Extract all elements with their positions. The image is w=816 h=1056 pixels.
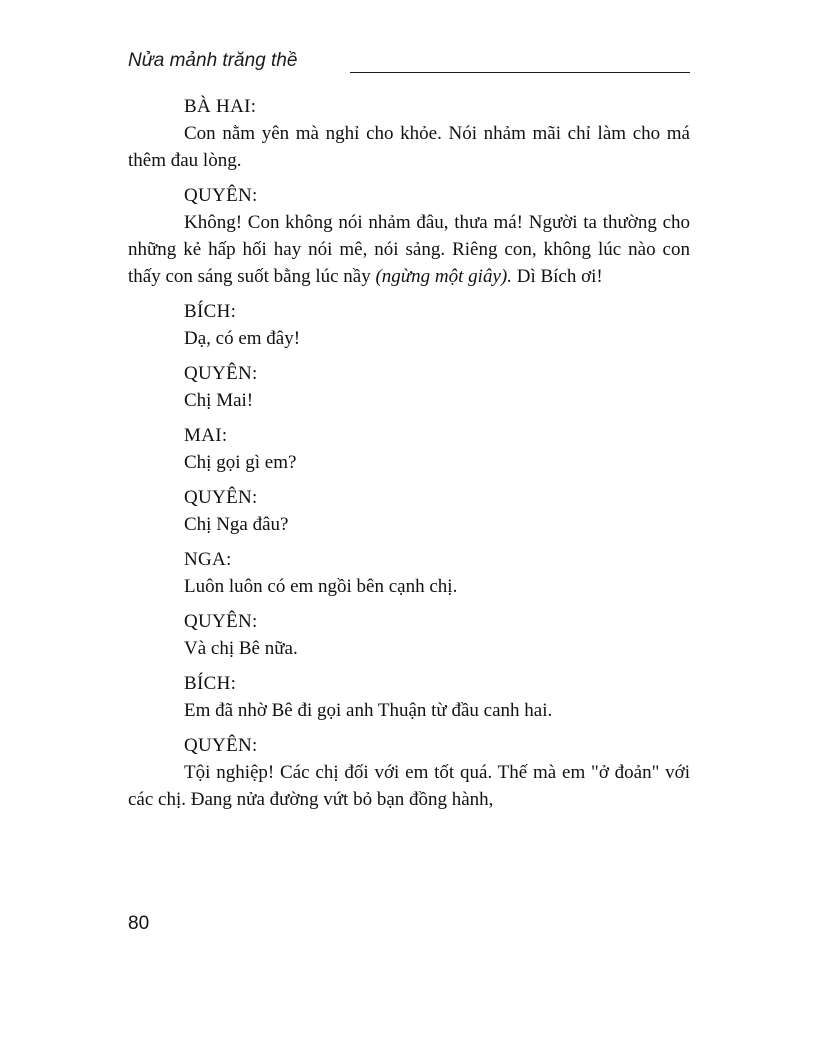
dialogue-line <box>128 209 690 290</box>
dialogue-block <box>128 608 690 662</box>
play-text <box>128 93 690 821</box>
speaker-name: BÀ HAI: <box>184 96 257 117</box>
speaker-name: MAI: <box>184 425 228 446</box>
dialogue-line: Tội nghiệp! Các chị đối với em tốt quá. Thế mà em "ở đoản" với các chị. Đang nửa đường vứt bỏ bạn đồng hành, <box>128 762 690 810</box>
dialogue-block <box>128 182 690 290</box>
dialogue-block <box>128 670 690 724</box>
dialogue-block <box>128 484 690 538</box>
dialogue-block <box>128 93 690 174</box>
dialogue-line: Con nằm yên mà nghỉ cho khỏe. Nói nhảm mãi chỉ làm cho má thêm đau lòng. <box>128 123 690 171</box>
dialogue-text: Không! Con không nói nhảm đâu, thưa má! Người ta thường cho những kẻ hấp hối hay nói mê, nói sảng. Riêng con, không lúc nào con thấy con sáng suốt bằng lúc nầy <box>128 212 690 287</box>
speaker-name: QUYÊN: <box>184 185 258 206</box>
speaker-name: QUYÊN: <box>184 735 258 756</box>
speaker-name: NGA: <box>184 549 232 570</box>
header-rule <box>350 72 690 73</box>
speaker-name: BÍCH: <box>184 673 237 694</box>
speaker-name: BÍCH: <box>184 301 237 322</box>
speaker-name: QUYÊN: <box>184 363 258 384</box>
dialogue-line: Em đã nhờ Bê đi gọi anh Thuận từ đầu canh hai. <box>184 700 553 721</box>
dialogue-line: Và chị Bê nữa. <box>184 638 298 659</box>
running-header <box>128 50 690 76</box>
dialogue-line: Chị gọi gì em? <box>184 452 297 473</box>
speaker-name: QUYÊN: <box>184 487 258 508</box>
dialogue-block <box>128 546 690 600</box>
page-number: 80 <box>128 913 150 934</box>
dialogue-block <box>128 422 690 476</box>
dialogue-block <box>128 360 690 414</box>
dialogue-line: Dạ, có em đây! <box>184 328 301 349</box>
speaker-name: QUYÊN: <box>184 611 258 632</box>
dialogue-line: Chị Mai! <box>184 390 254 411</box>
dialogue-line: Chị Nga đâu? <box>184 514 289 535</box>
book-title: Nửa mảnh trăng thề <box>128 50 298 71</box>
stage-direction: (ngừng một giây). <box>375 266 512 287</box>
dialogue-line: Luôn luôn có em ngồi bên cạnh chị. <box>184 576 458 597</box>
dialogue-text: Dì Bích ơi! <box>511 266 603 287</box>
dialogue-block <box>128 298 690 352</box>
dialogue-block <box>128 732 690 813</box>
